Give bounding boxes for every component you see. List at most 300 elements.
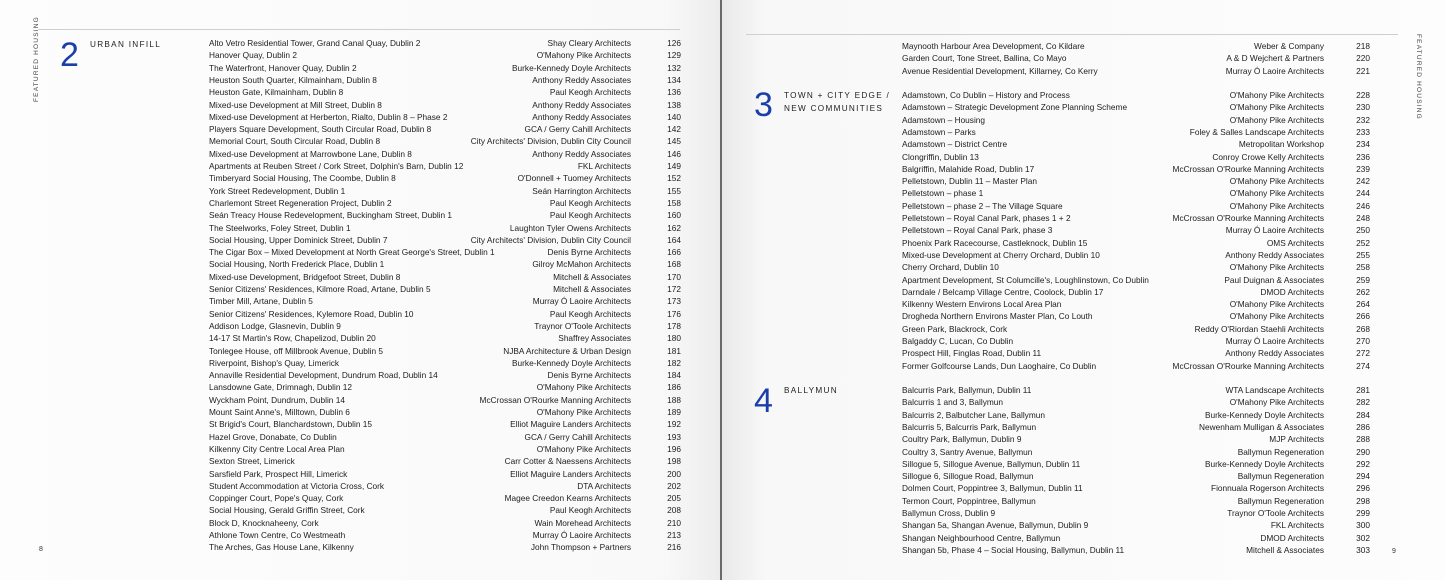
- entry-architect: Shaffrey Associates: [558, 333, 631, 344]
- entry-project: The Waterfront, Hanover Quay, Dublin 2: [209, 62, 357, 73]
- contents-entry: [902, 458, 1370, 470]
- entry-architect: GCA / Gerry Cahill Architects: [524, 431, 631, 442]
- entry-architect: Mitchell & Associates: [553, 284, 631, 294]
- entry-architect: Anthony Reddy Associates: [532, 148, 631, 159]
- entry-page-number: 181: [667, 345, 681, 356]
- entry-project: Phoenix Park Racecourse, Castleknock, Dublin 15: [902, 237, 1088, 248]
- contents-entry: [902, 298, 1370, 310]
- entry-architect: GCA / Gerry Cahill Architects: [524, 124, 631, 135]
- entry-page-number: 266: [1356, 311, 1370, 322]
- contents-entry: [209, 258, 681, 270]
- contents-entry: [209, 295, 681, 307]
- contents-entry: [209, 283, 681, 295]
- section-title-line: BALLYMUN: [784, 386, 838, 395]
- entry-page-number: 193: [667, 431, 681, 442]
- entry-architect: Paul Keogh Architects: [549, 308, 631, 319]
- entry-page-number: 242: [1356, 176, 1370, 187]
- entry-project: Shangan 5b, Phase 4 – Social Housing, Ballymun, Dublin 11: [902, 544, 1125, 555]
- entry-page-number: 296: [1356, 483, 1370, 494]
- entry-architect: O'Mahony Pike Architects: [536, 50, 631, 61]
- entry-project: Sarsfield Park, Prospect Hill, Limerick: [209, 468, 348, 479]
- entry-architect: John Thompson + Partners: [530, 542, 631, 553]
- contents-entry: [902, 274, 1370, 286]
- entry-project: Kilkenny City Centre Local Area Plan: [209, 443, 345, 454]
- contents-entry: [209, 504, 681, 516]
- section-title-line: NEW COMMUNITIES: [784, 104, 884, 113]
- entry-architect: O'Mahony Pike Architects: [1229, 102, 1324, 113]
- entry-architect: WTA Landscape Architects: [1225, 385, 1324, 395]
- entry-page-number: 286: [1356, 421, 1370, 432]
- entry-page-number: 132: [667, 62, 681, 73]
- contents-entry: [902, 396, 1370, 408]
- entry-architect: Burke-Kennedy Doyle Architects: [512, 62, 631, 73]
- entry-project: Riverpoint, Bishop's Quay, Limerick: [209, 357, 340, 368]
- entry-page-number: 202: [667, 480, 681, 491]
- entry-page-number: 248: [1356, 213, 1370, 223]
- entry-page-number: 136: [667, 87, 681, 98]
- entry-page-number: 299: [1356, 508, 1370, 518]
- contents-entry: [902, 200, 1370, 212]
- entry-project: Senior Citizens' Residences, Kilmore Road, Artane, Dublin 5: [209, 284, 431, 294]
- entry-architect: Seán Harrington Architects: [532, 185, 631, 196]
- contents-entry: [209, 197, 681, 209]
- entry-architect: Denis Byrne Architects: [547, 370, 631, 381]
- contents-entry: [902, 409, 1370, 421]
- entry-page-number: 192: [667, 419, 681, 430]
- entry-architect: O'Mahony Pike Architects: [1229, 188, 1324, 199]
- entry-architect: Ballymun Regeneration: [1237, 495, 1324, 506]
- entry-project: Mixed-use Development at Mill Street, Dublin 8: [209, 99, 382, 110]
- top-rule: [38, 29, 680, 30]
- contents-entry: [902, 421, 1370, 433]
- entry-project: Adamstown, Co Dublin – History and Process: [902, 90, 1070, 100]
- contents-entry: [902, 237, 1370, 249]
- contents-entry: [902, 52, 1370, 64]
- entry-project: Sillogue 6, Sillogue Road, Ballymun: [902, 471, 1034, 482]
- contents-entry: [902, 187, 1370, 199]
- entry-page-number: 216: [667, 542, 681, 553]
- entry-page-number: 302: [1356, 532, 1370, 543]
- entry-page-number: 145: [667, 136, 681, 147]
- contents-entry: [209, 62, 681, 74]
- entry-project: Coultry 3, Santry Avenue, Ballymun: [902, 446, 1033, 457]
- entry-project: Lansdowne Gate, Drimnagh, Dublin 12: [209, 382, 352, 393]
- entry-project: Alto Vetro Residential Tower, Grand Canal Quay, Dublin 2: [209, 38, 421, 48]
- entry-project: Balcurris 5, Balcurris Park, Ballymun: [902, 421, 1037, 432]
- entry-project: St Brigid's Court, Blanchardstown, Dublin 15: [209, 419, 372, 430]
- contents-entry: [209, 271, 681, 283]
- entry-architect: City Architects' Division, Dublin City Council: [470, 234, 631, 245]
- entry-architect: Traynor O'Toole Architects: [1227, 508, 1324, 518]
- contents-entry: [209, 320, 681, 332]
- contents-entry: [902, 470, 1370, 482]
- entry-project: Prospect Hill, Finglas Road, Dublin 11: [902, 348, 1042, 359]
- contents-entry: [902, 286, 1370, 298]
- entry-project: Timber Mill, Artane, Dublin 5: [209, 296, 313, 307]
- entry-page-number: 196: [667, 443, 681, 454]
- entry-page-number: 303: [1356, 544, 1370, 555]
- entry-architect: Denis Byrne Architects: [547, 247, 631, 258]
- entry-page-number: 298: [1356, 495, 1370, 506]
- contents-entry: [209, 517, 681, 529]
- entry-architect: DMOD Architects: [1260, 286, 1324, 297]
- contents-entry: [209, 480, 681, 492]
- entry-project: Cherry Orchard, Dublin 10: [902, 262, 999, 273]
- entry-architect: O'Mahony Pike Architects: [1229, 262, 1324, 273]
- entry-architect: Paul Keogh Architects: [549, 505, 631, 516]
- folio-right: 9: [1392, 548, 1396, 555]
- entry-page-number: 126: [667, 38, 681, 48]
- entry-project: Balgriffin, Malahide Road, Dublin 17: [902, 163, 1035, 174]
- entry-page-number: 129: [667, 50, 681, 61]
- entry-architect: O'Mahony Pike Architects: [1229, 176, 1324, 187]
- contents-entry: [902, 163, 1370, 175]
- entry-architect: A & D Wejchert & Partners: [1226, 53, 1324, 64]
- entry-project: Coultry Park, Ballymun, Dublin 9: [902, 434, 1022, 445]
- entry-architect: MJP Architects: [1269, 434, 1324, 445]
- contents-entry: [209, 357, 681, 369]
- contents-entry: [902, 519, 1370, 531]
- entry-project: Coppinger Court, Pope's Quay, Cork: [209, 493, 344, 504]
- entry-architect: Ballymun Regeneration: [1237, 471, 1324, 482]
- entry-project: York Street Redevelopment, Dublin 1: [209, 185, 346, 196]
- entry-page-number: 292: [1356, 458, 1370, 469]
- entry-page-number: 272: [1356, 348, 1370, 359]
- entry-architect: Paul Keogh Architects: [549, 87, 631, 98]
- entry-project: Addison Lodge, Glasnevin, Dublin 9: [209, 320, 341, 331]
- entry-project: Players Square Development, South Circular Road, Dublin 8: [209, 124, 432, 135]
- entry-architect: Ballymun Regeneration: [1237, 446, 1324, 457]
- contents-entry: [209, 99, 681, 111]
- contents-entry: [902, 360, 1370, 372]
- entry-page-number: 188: [667, 394, 681, 405]
- contents-entry: [209, 541, 681, 553]
- entry-project: Mixed-use Development at Herberton, Rialto, Dublin 8 – Phase 2: [209, 111, 448, 122]
- entry-page-number: 262: [1356, 286, 1370, 297]
- entry-project: Seán Treacy House Redevelopment, Buckingham Street, Dublin 1: [209, 210, 453, 221]
- entry-page-number: 220: [1356, 53, 1370, 64]
- entry-project: Ballymun Cross, Dublin 9: [902, 508, 996, 518]
- entry-project: Senior Citizens' Residences, Kylemore Road, Dublin 10: [209, 308, 414, 319]
- entry-architect: Carr Cotter & Naessens Architects: [504, 456, 631, 467]
- entry-project: Clongriffin, Dublin 13: [902, 151, 979, 162]
- entry-project: Pelletstown – Royal Canal Park, phase 3: [902, 225, 1053, 236]
- entry-project: Apartments at Reuben Street / Cork Street, Dolphin's Barn, Dublin 12: [209, 161, 464, 171]
- entry-page-number: 166: [667, 247, 681, 258]
- contents-entry: [209, 222, 681, 234]
- entry-page-number: 152: [667, 173, 681, 184]
- entry-architect: Paul Keogh Architects: [549, 197, 631, 208]
- entry-project: Pelletstown – phase 1: [902, 188, 984, 199]
- entry-architect: Laughton Tyler Owens Architects: [509, 222, 631, 233]
- contents-entry: [902, 347, 1370, 359]
- entry-page-number: 170: [667, 271, 681, 282]
- entry-project: Athlone Town Centre, Co Westmeath: [209, 530, 346, 540]
- contents-entry: [209, 49, 681, 61]
- contents-entry: [209, 123, 681, 135]
- section-title-line: TOWN + CITY EDGE /: [784, 91, 891, 100]
- entry-architect: Wain Morehead Architects: [534, 517, 631, 528]
- entry-page-number: 294: [1356, 471, 1370, 482]
- entry-project: The Cigar Box – Mixed Development at North Great George's Street, Dublin 1: [209, 247, 495, 258]
- entry-architect: O'Donnell + Tuomey Architects: [517, 173, 631, 184]
- entry-page-number: 184: [667, 370, 681, 381]
- entry-project: Hanover Quay, Dublin 2: [209, 50, 297, 61]
- contents-entry: [209, 443, 681, 455]
- left-page: [0, 0, 720, 580]
- entry-page-number: 290: [1356, 446, 1370, 457]
- entry-architect: Mitchell & Associates: [1246, 544, 1324, 555]
- entry-architect: Burke-Kennedy Doyle Architects: [1205, 409, 1324, 420]
- entry-project: Shangan 5a, Shangan Avenue, Ballymun, Dublin 9: [902, 520, 1089, 531]
- entry-architect: Burke-Kennedy Doyle Architects: [512, 357, 631, 368]
- entry-page-number: 158: [667, 197, 681, 208]
- contents-entry: [209, 74, 681, 86]
- entry-page-number: 244: [1356, 188, 1370, 199]
- running-head-left: FEATURED HOUSING: [33, 16, 40, 102]
- contents-entry: [902, 40, 1370, 52]
- entry-architect: McCrossan O'Rourke Manning Architects: [479, 394, 631, 405]
- contents-entry: [209, 418, 681, 430]
- contents-entry: [902, 249, 1370, 261]
- contents-entry: [209, 37, 681, 49]
- entry-project: Dolmen Court, Poppintree 3, Ballymun, Dublin 11: [902, 483, 1083, 494]
- entry-page-number: 213: [667, 530, 681, 540]
- entry-architect: Anthony Reddy Associates: [532, 111, 631, 122]
- contents-entry: [209, 308, 681, 320]
- contents-entry: [902, 310, 1370, 322]
- entry-architect: O'Mahony Pike Architects: [536, 382, 631, 393]
- entry-page-number: 259: [1356, 274, 1370, 285]
- entry-project: Tonlegee House, off Millbrook Avenue, Dublin 5: [209, 345, 384, 356]
- contents-entry: [902, 212, 1370, 224]
- entry-architect: Paul Keogh Architects: [549, 210, 631, 221]
- contents-entry: [902, 507, 1370, 519]
- entry-architect: Gilroy McMahon Architects: [532, 259, 631, 270]
- contents-entry: [209, 246, 681, 258]
- entry-page-number: 288: [1356, 434, 1370, 445]
- entry-architect: Weber & Company: [1254, 41, 1324, 51]
- contents-entry: [902, 323, 1370, 335]
- contents-entry: [902, 532, 1370, 544]
- entry-architect: Mitchell & Associates: [553, 271, 631, 282]
- contents-entry: [902, 89, 1370, 101]
- entry-architect: Elliot Maguire Landers Architects: [510, 419, 631, 430]
- entry-project: Social Housing, Upper Dominick Street, Dublin 7: [209, 234, 388, 245]
- contents-entry: [209, 492, 681, 504]
- entry-architect: O'Mahony Pike Architects: [536, 407, 631, 417]
- entry-project: Kilkenny Western Environs Local Area Plan: [902, 299, 1062, 310]
- entry-page-number: 282: [1356, 397, 1370, 408]
- contents-entry: [209, 86, 681, 98]
- entry-page-number: 180: [667, 333, 681, 344]
- entry-project: Adamstown – Housing: [902, 114, 986, 125]
- entry-project: Annaville Residential Development, Dundrum Road, Dublin 14: [209, 370, 438, 381]
- entry-project: Block D, Knocknaheeny, Cork: [209, 517, 319, 528]
- entry-architect: City Architects' Division, Dublin City Council: [470, 136, 631, 147]
- contents-entry: [902, 175, 1370, 187]
- entry-project: Heuston Gate, Kilmainham, Dublin 8: [209, 87, 344, 98]
- entry-page-number: 284: [1356, 409, 1370, 420]
- entry-architect: O'Mahony Pike Architects: [1229, 114, 1324, 125]
- contents-entry: [902, 114, 1370, 126]
- contents-entry: [902, 126, 1370, 138]
- contents-entry: [902, 384, 1370, 396]
- entry-page-number: 198: [667, 456, 681, 467]
- contents-entry: [209, 209, 681, 221]
- entry-project: Balcurris 2, Balbutcher Lane, Ballymun: [902, 409, 1045, 420]
- entry-page-number: 234: [1356, 139, 1370, 150]
- entry-architect: Murray Ó Laoire Architects: [1225, 65, 1324, 76]
- entry-page-number: 268: [1356, 323, 1370, 334]
- entry-architect: O'Mahony Pike Architects: [1229, 90, 1324, 100]
- entry-project: Apartment Development, St Columcille's, Loughlinstown, Co Dublin: [902, 274, 1149, 285]
- section-title-2: [90, 38, 161, 51]
- entry-project: Garden Court, Tone Street, Ballina, Co Mayo: [902, 53, 1067, 64]
- entry-architect: Reddy O'Riordan Staehli Architects: [1194, 323, 1324, 334]
- entry-page-number: 221: [1356, 65, 1370, 76]
- entry-page-number: 142: [667, 124, 681, 135]
- entry-page-number: 160: [667, 210, 681, 221]
- entry-architect: DTA Architects: [577, 480, 631, 491]
- entry-project: The Steelworks, Foley Street, Dublin 1: [209, 222, 351, 233]
- entry-project: Pelletstown – phase 2 – The Village Square: [902, 200, 1063, 211]
- contents-entry: [209, 455, 681, 467]
- entry-page-number: 264: [1356, 299, 1370, 310]
- entry-architect: McCrossan O'Rourke Manning Architects: [1172, 163, 1324, 174]
- entry-page-number: 274: [1356, 360, 1370, 371]
- section-title-4: [784, 384, 838, 397]
- entry-project: The Arches, Gas House Lane, Kilkenny: [209, 542, 354, 553]
- entry-architect: FKL Architects: [577, 161, 631, 171]
- contents-entry: [209, 529, 681, 541]
- entry-page-number: 149: [667, 161, 681, 171]
- entry-page-number: 205: [667, 493, 681, 504]
- entry-page-number: 208: [667, 505, 681, 516]
- top-rule: [746, 34, 1398, 35]
- entry-project: Green Park, Blackrock, Cork: [902, 323, 1008, 334]
- contents-entry: [209, 394, 681, 406]
- entry-page-number: 300: [1356, 520, 1370, 531]
- entry-project: Social Housing, North Frederick Place, Dublin 1: [209, 259, 385, 270]
- contents-entry: [209, 406, 681, 418]
- entry-project: Adamstown – Strategic Development Zone Planning Scheme: [902, 102, 1128, 113]
- entry-architect: Anthony Reddy Associates: [532, 74, 631, 85]
- entry-architect: McCrossan O'Rourke Manning Architects: [1172, 360, 1324, 371]
- entry-project: Memorial Court, South Circular Road, Dublin 8: [209, 136, 381, 147]
- entry-page-number: 258: [1356, 262, 1370, 273]
- entry-architect: Murray Ó Laoire Architects: [1225, 225, 1324, 236]
- contents-entry: [902, 544, 1370, 556]
- entry-page-number: 228: [1356, 90, 1370, 100]
- entry-project: Charlemont Street Regeneration Project, Dublin 2: [209, 197, 392, 208]
- entry-architect: NJBA Architecture & Urban Design: [503, 345, 631, 356]
- entry-architect: Shay Cleary Architects: [547, 38, 631, 48]
- entry-architect: O'Mahony Pike Architects: [1229, 299, 1324, 310]
- section-title-line: URBAN INFILL: [90, 40, 162, 49]
- entry-architect: DMOD Architects: [1260, 532, 1324, 543]
- entry-architect: Anthony Reddy Associates: [1225, 348, 1324, 359]
- entry-project: Balcurris Park, Ballymun, Dublin 11: [902, 385, 1032, 395]
- entry-page-number: 230: [1356, 102, 1370, 113]
- entry-architect: Paul Duignan & Associates: [1224, 274, 1324, 285]
- entry-project: Student Accommodation at Victoria Cross, Cork: [209, 480, 385, 491]
- entry-project: Adamstown – Parks: [902, 126, 976, 137]
- entry-project: Maynooth Harbour Area Development, Co Kildare: [902, 41, 1085, 51]
- contents-entry: [902, 138, 1370, 150]
- entry-page-number: 200: [667, 468, 681, 479]
- contents-entry: [902, 335, 1370, 347]
- entry-page-number: 252: [1356, 237, 1370, 248]
- entry-page-number: 239: [1356, 163, 1370, 174]
- contents-entry: [902, 151, 1370, 163]
- entry-project: Mount Saint Anne's, Milltown, Dublin 6: [209, 407, 350, 417]
- entry-page-number: 173: [667, 296, 681, 307]
- contents-entry: [209, 111, 681, 123]
- entry-project: Balgaddy C, Lucan, Co Dublin: [902, 336, 1014, 346]
- entry-project: Mixed-use Development, Bridgefoot Street, Dublin 8: [209, 271, 401, 282]
- contents-entry: [209, 332, 681, 344]
- entry-page-number: 186: [667, 382, 681, 393]
- entry-architect: O'Mahony Pike Architects: [1229, 397, 1324, 408]
- contents-entry: [209, 381, 681, 393]
- entry-architect: Conroy Crowe Kelly Architects: [1212, 151, 1324, 162]
- entry-page-number: 134: [667, 74, 681, 85]
- entry-page-number: 232: [1356, 114, 1370, 125]
- entry-project: Social Housing, Gerald Griffin Street, Cork: [209, 505, 365, 516]
- entry-architect: OMS Architects: [1266, 237, 1324, 248]
- contents-entry: [209, 148, 681, 160]
- contents-entry: [209, 160, 681, 172]
- entry-architect: Newenham Mulligan & Associates: [1199, 421, 1324, 432]
- entry-architect: O'Mahony Pike Architects: [1229, 311, 1324, 322]
- entry-architect: Anthony Reddy Associates: [1225, 249, 1324, 260]
- contents-entry: [902, 65, 1370, 77]
- contents-entry: [209, 369, 681, 381]
- entry-architect: Foley & Salles Landscape Architects: [1189, 126, 1324, 137]
- entry-page-number: 281: [1356, 385, 1370, 395]
- entry-page-number: 236: [1356, 151, 1370, 162]
- entry-project: Adamstown – District Centre: [902, 139, 1008, 150]
- contents-entry: [209, 234, 681, 246]
- entry-project: Avenue Residential Development, Killarney, Co Kerry: [902, 65, 1098, 76]
- contents-entry: [209, 135, 681, 147]
- entry-architect: Anthony Reddy Associates: [532, 99, 631, 110]
- entry-project: Sillogue 5, Sillogue Avenue, Ballymun, Dublin 11: [902, 458, 1081, 469]
- right-page: [722, 0, 1445, 580]
- entry-project: Termon Court, Poppintree, Ballymun: [902, 495, 1036, 506]
- entry-page-number: 162: [667, 222, 681, 233]
- contents-entry: [209, 185, 681, 197]
- entry-project: Former Golfcourse Lands, Dun Laoghaire, Co Dublin: [902, 360, 1097, 371]
- section-number-3: 3: [754, 86, 773, 124]
- entry-page-number: 218: [1356, 41, 1370, 51]
- entry-architect: FKL Architects: [1270, 520, 1324, 531]
- entry-page-number: 233: [1356, 126, 1370, 137]
- entry-page-number: 140: [667, 111, 681, 122]
- contents-entry: [209, 431, 681, 443]
- section-number-2: 2: [60, 36, 79, 74]
- contents-entry: [209, 468, 681, 480]
- contents-entry: [902, 224, 1370, 236]
- entry-project: Drogheda Northern Environs Master Plan, Co Louth: [902, 311, 1093, 322]
- entry-architect: Murray Ó Laoire Architects: [532, 530, 631, 540]
- entry-page-number: 138: [667, 99, 681, 110]
- entry-page-number: 178: [667, 320, 681, 331]
- entry-page-number: 255: [1356, 249, 1370, 260]
- entry-project: Sexton Street, Limerick: [209, 456, 295, 467]
- entry-page-number: 164: [667, 234, 681, 245]
